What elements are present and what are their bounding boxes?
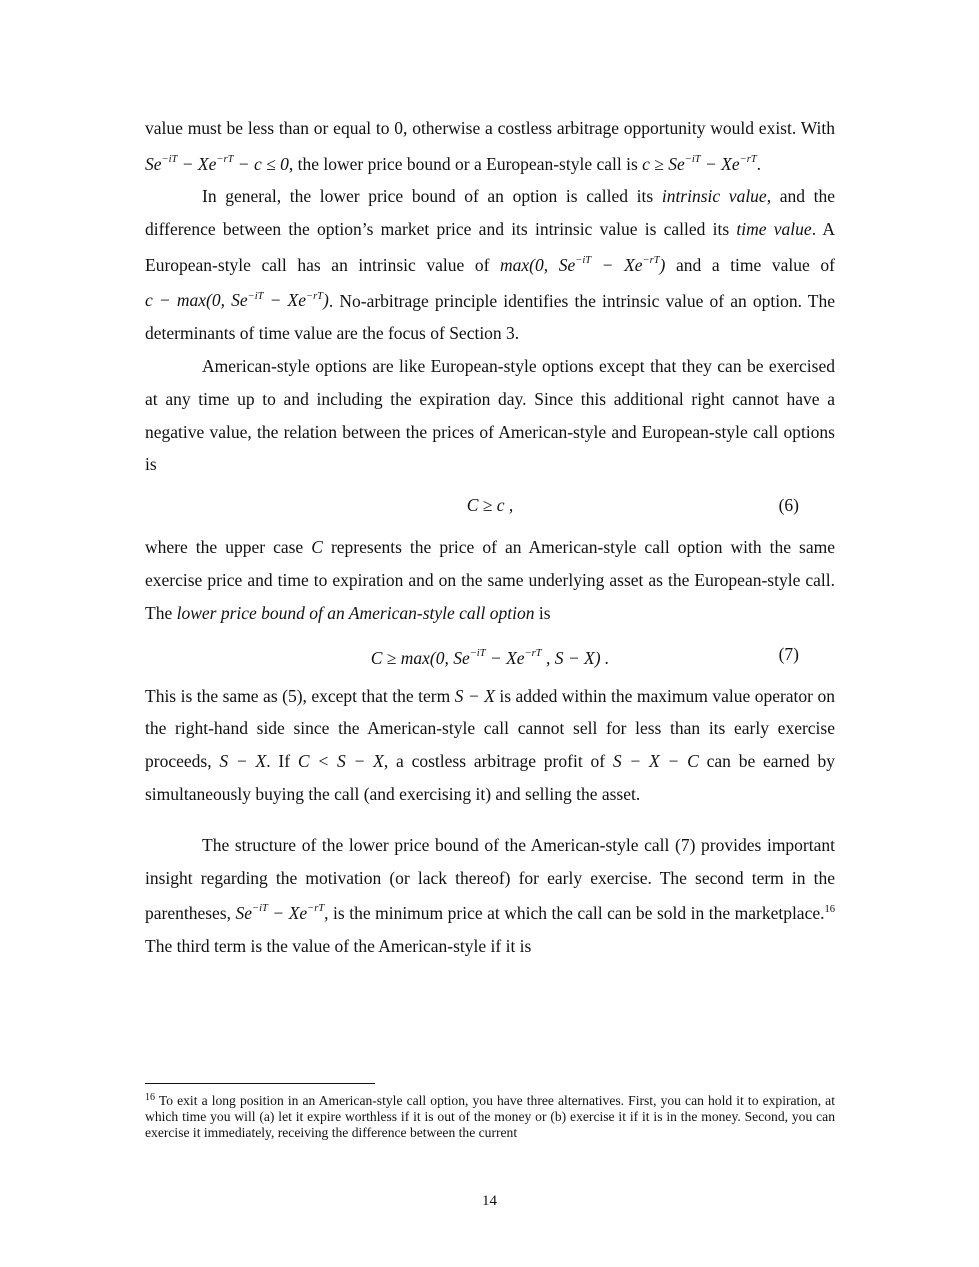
- paragraph-6: [145, 829, 835, 963]
- text-run: represents the price of an American-style call option with the same exercise price and time to expiration and on the same underlying asset as the European-style call. The: [145, 537, 835, 623]
- term-lower-price-bound: lower price bound of an American-style call option: [176, 602, 535, 623]
- text-run: where the upper case: [145, 537, 312, 558]
- paragraph-5: [145, 680, 835, 811]
- symbol-C: C: [311, 537, 323, 558]
- formula-S-minus-X: S − X: [454, 685, 495, 706]
- paragraph-1: [145, 112, 835, 180]
- paragraph-4: [145, 531, 835, 629]
- text-run: This is the same as (5), except that the term: [145, 685, 455, 706]
- intrinsic-value-formula: max(0, $Se^{-iT} - Xe^{-rT}$): [500, 254, 666, 275]
- text-run: can be earned by simultaneously buying the call (and exercising it) and selling the asset.: [145, 751, 835, 805]
- formula-S-minus-X: S − X: [219, 751, 267, 772]
- footnote-text: To exit a long position in an American-style call option, you have three alternatives. First, you can hold it to expiration, at which time you will (a) let it expire worthless if it is out of the money or (b) exercise it if it is in the money. Second, you can exercise it immediately, receiving the difference between the current: [145, 1093, 835, 1140]
- text-run: The structure of the lower price bound of the American-style call (7) provides important insight regarding the motivation (or lack thereof) for early exercise. The second term in the parentheses,: [145, 834, 835, 924]
- min-price-formula: $Se^{-iT} - Xe^{-rT}$: [235, 903, 325, 924]
- equation-7-body: C ≥ max(0, $Se^{-iT} - Xe^{-rT}$ , S − X) .: [370, 647, 610, 668]
- footnote-16: [145, 1090, 835, 1141]
- formula-arbitrage-profit: S − X − C: [612, 751, 699, 772]
- text-run: . No-arbitrage principle identifies the intrinsic value of an option. The determinants of time value are the focus of Section 3.: [145, 290, 835, 344]
- text-run: and a time value of: [665, 254, 835, 275]
- lower-bound-formula: $c \ge Se^{-iT} - Xe^{-rT}$: [642, 153, 757, 174]
- text-run: . If: [266, 751, 298, 772]
- page-number: 14: [482, 1193, 497, 1209]
- equation-6-number: (6): [778, 495, 799, 516]
- text-run: The third term is the value of the American-style if it is: [145, 936, 532, 957]
- text-run: . A European-style call has an intrinsic value of: [145, 219, 835, 275]
- text-run: , a costless arbitrage profit of: [383, 751, 613, 772]
- formula-C-less-than: C < S − X: [297, 751, 384, 772]
- footnote-divider: [145, 1083, 375, 1084]
- paragraph-3: American-style options are like European-style options except that they can be exercised at any time up to and including the expiration day. Since this additional right cannot have a negative value, the relation between the prices of American-style and European-style call options is: [145, 356, 835, 475]
- term-time-value: time value: [736, 219, 812, 240]
- footnote-mark: 16: [145, 1092, 155, 1103]
- equation-7-number: (7): [778, 643, 799, 664]
- term-intrinsic-value: intrinsic value: [661, 186, 767, 207]
- paragraph-2: [145, 180, 835, 350]
- equation-6: [145, 489, 835, 522]
- footnote-reference[interactable]: 16: [824, 904, 835, 916]
- text-run: , and the difference between the option’s market price and its intrinsic value is called its: [145, 186, 835, 240]
- text-run: , the lower price bound or a European-style call is: [288, 153, 643, 174]
- time-value-formula: c − max(0, $Se^{-iT} - Xe^{-rT}$): [145, 290, 329, 311]
- equation-7: [145, 638, 835, 671]
- text-run: In general, the lower price bound of an option is called its: [202, 186, 662, 207]
- text-run: .: [756, 153, 762, 174]
- text-run: , is the minimum price at which the call can be sold in the marketplace.: [324, 903, 825, 924]
- text-run: value must be less than or equal to 0, otherwise a costless arbitrage opportunity would exist. With: [145, 118, 835, 138]
- text-run: is added within the maximum value operator on the right-hand side since the American-style call cannot sell for less than its early exercise proceeds,: [145, 685, 835, 772]
- main-text: [145, 112, 835, 963]
- equation-6-body: C ≥ c ,: [466, 495, 514, 516]
- text-run: is: [534, 602, 551, 623]
- inequality-formula: $Se^{-iT} - Xe^{-rT} - c \le 0$: [145, 153, 289, 174]
